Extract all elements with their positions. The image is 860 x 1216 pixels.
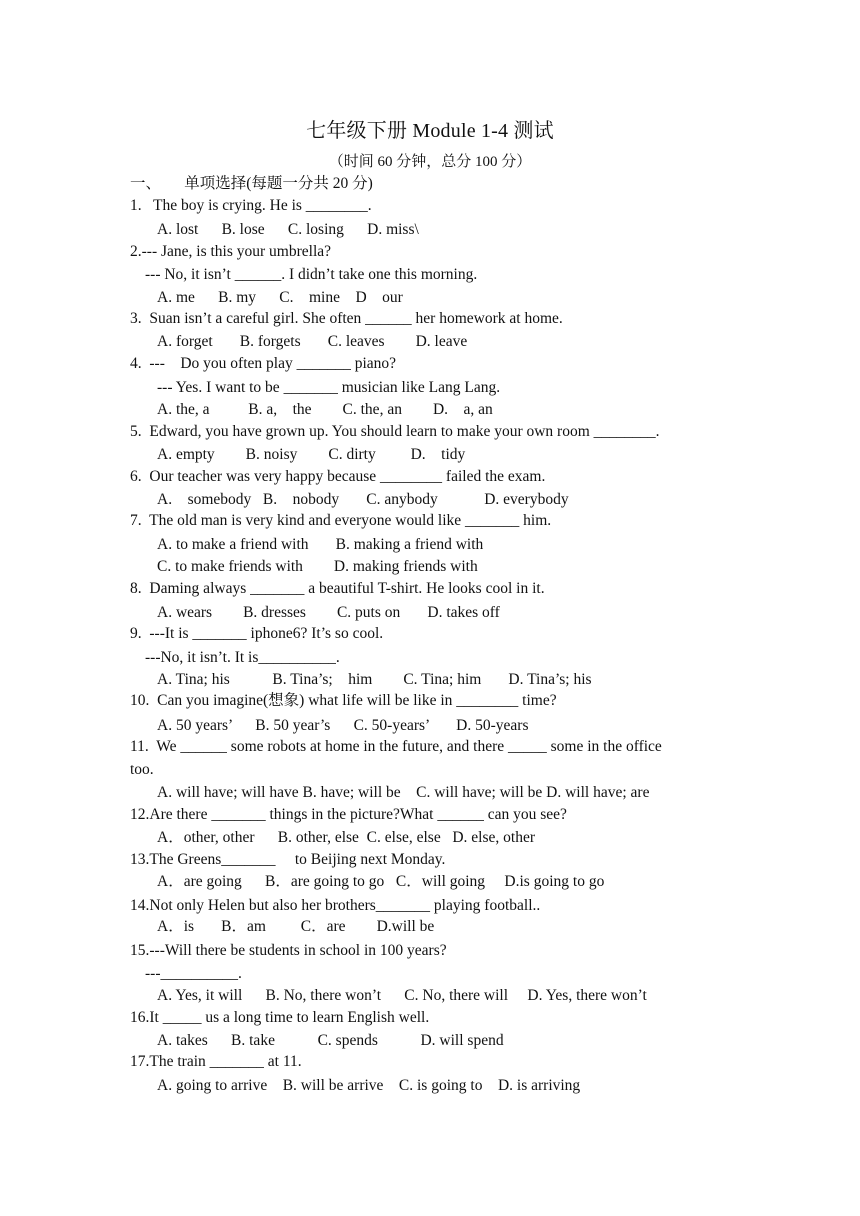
choices-8: A. wears B. dresses C. puts on D. takes off — [157, 604, 500, 621]
choices-9: A. Tina; his B. Tina’s; him C. Tina; him D. Tina’s; his — [157, 671, 592, 688]
page-title: 七年级下册 Module 1-4 测试 — [306, 120, 554, 142]
question-3: 3. Suan isn’t a careful girl. She often ______ her homework at home. — [130, 310, 563, 327]
question-8: 8. Daming always _______ a beautiful T-shirt. He looks cool in it. — [130, 580, 545, 597]
dialogue-line-2: --- No, it isn’t ______. I didn’t take one this morning. — [145, 266, 478, 283]
choices-4: A. the, a B. a, the C. the, an D. a, an — [157, 401, 493, 418]
question-13: 13.The Greens_______ to Beijing next Monday. — [130, 851, 446, 868]
choices-16: A. takes B. take C. spends D. will spend — [157, 1032, 504, 1049]
question-17: 17.The train _______ at 11. — [130, 1053, 302, 1070]
choices-7b: C. to make friends with D. making friends with — [157, 558, 478, 575]
question-12: 12.Are there _______ things in the picture?What ______ can you see? — [130, 806, 567, 823]
question-4: 4. --- Do you often play _______ piano? — [130, 355, 397, 372]
question-16: 16.It _____ us a long time to learn English well. — [130, 1009, 430, 1026]
choices-14: A．is B．am C．are D.will be — [157, 918, 435, 935]
choices-12: A．other, other B. other, else C. else, else D. else, other — [157, 829, 535, 846]
choices-5: A. empty B. noisy C. dirty D. tidy — [157, 446, 466, 463]
dialogue-line-15: ---__________. — [145, 965, 242, 982]
section-heading: 一、 单项选择(每题一分共 20 分) — [130, 175, 373, 192]
question-15: 15.---Will there be students in school in 100 years? — [130, 942, 447, 959]
question-10: 10. Can you imagine(想象) what life will be like in ________ time? — [130, 692, 557, 709]
dialogue-line-4: --- Yes. I want to be _______ musician like Lang Lang. — [157, 379, 501, 396]
choices-3: A. forget B. forgets C. leaves D. leave — [157, 333, 468, 350]
question-6: 6. Our teacher was very happy because ________ failed the exam. — [130, 468, 546, 485]
question-14: 14.Not only Helen but also her brothers_______ playing football.. — [130, 897, 541, 914]
choices-13: A．are going B．are going to go C．will going D.is going to go — [157, 873, 605, 890]
choices-17: A. going to arrive B. will be arrive C. is going to D. is arriving — [157, 1077, 581, 1094]
question-9: 9. ---It is _______ iphone6? It’s so cool. — [130, 625, 384, 642]
choices-7a: A. to make a friend with B. making a friend with — [157, 536, 484, 553]
choices-11: A. will have; will have B. have; will be C. will have; will be D. will have; are — [157, 784, 650, 801]
choices-6: A. somebody B. nobody C. anybody D. everybody — [157, 491, 569, 508]
page-subtitle: （时间 60 分钟，总分 100 分） — [328, 154, 532, 170]
choices-10: A. 50 years’ B. 50 year’s C. 50-years’ D. 50-years — [157, 717, 529, 734]
question-7: 7. The old man is very kind and everyone would like _______ him. — [130, 512, 552, 529]
dialogue-line-9: ---No, it isn’t. It is__________. — [145, 649, 340, 666]
choices-1: A. lost B. lose C. losing D. miss\ — [157, 221, 419, 238]
question-2: 2.--- Jane, is this your umbrella? — [130, 243, 332, 260]
question-1: 1. The boy is crying. He is ________. — [130, 197, 372, 214]
question-5: 5. Edward, you have grown up. You should learn to make your own room ________. — [130, 423, 660, 440]
choices-2: A. me B. my C. mine D our — [157, 289, 403, 306]
question-11: 11. We ______ some robots at home in the future, and there _____ some in the office — [130, 738, 662, 755]
question-11-continued: too. — [130, 761, 154, 778]
choices-15: A. Yes, it will B. No, there won’t C. No, there will D. Yes, there won’t — [157, 987, 647, 1004]
